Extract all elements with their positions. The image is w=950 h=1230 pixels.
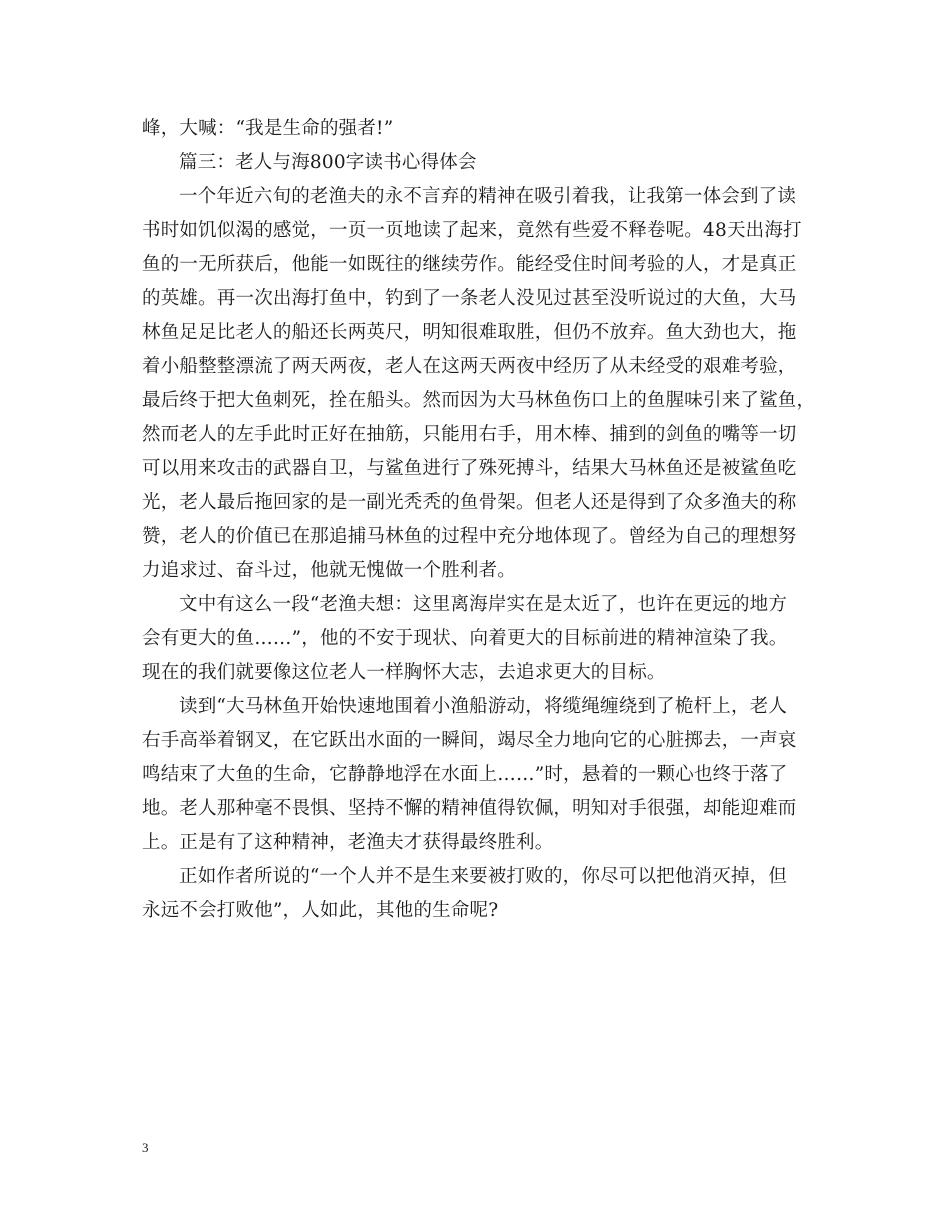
document-body bbox=[142, 112, 816, 928]
text-line: 着小船整整漂流了两天两夜，老人在这两天两夜中经历了从未经受的艰难考验， bbox=[142, 356, 797, 377]
text-line: 峰，大喊：“我是生命的强者!” bbox=[142, 118, 394, 139]
text-line: 地。老人那种毫不畏惧、坚持不懈的精神值得钦佩，明知对手很强，却能迎难而 bbox=[142, 798, 797, 819]
text-line: 赞，老人的价值已在那追捕马林鱼的过程中充分地体现了。曾经为自己的理想努 bbox=[142, 526, 797, 547]
text-line: 力追求过、奋斗过，他就无愧做一个胜利者。 bbox=[142, 560, 517, 581]
text-line: 读到“大马林鱼开始快速地围着小渔船游动，将缆绳缠绕到了桅杆上，老人 bbox=[179, 696, 788, 717]
text-line: 永远不会打败他”，人如此，其他的生命呢? bbox=[142, 900, 499, 921]
text-line: 文中有这么一段“老渔夫想：这里离海岸实在是太近了，也许在更远的地方 bbox=[179, 594, 788, 615]
text-line: 右手高举着钢叉，在它跃出水面的一瞬间，竭尽全力地向它的心脏掷去，一声哀 bbox=[142, 730, 797, 751]
text-line: 一个年近六旬的老渔夫的永不言弃的精神在吸引着我，让我第一体会到了读 bbox=[179, 186, 797, 207]
text-line: 会有更大的鱼……”，他的不安于现状、向着更大的目标前进的精神渲染了我。 bbox=[142, 628, 788, 649]
text-line: 鸣结束了大鱼的生命，它静静地浮在水面上……”时，悬着的一颗心也终于落了 bbox=[142, 764, 788, 785]
text-line: 林鱼足足比老人的船还长两英尺，明知很难取胜，但仍不放弃。鱼大劲也大，拖 bbox=[142, 322, 797, 343]
section-heading: 篇三：老人与海800字读书心得体会 bbox=[179, 152, 477, 173]
text-line: 然而老人的左手此时正好在抽筋，只能用右手，用木棒、捕到的剑鱼的嘴等一切 bbox=[142, 424, 797, 445]
text-line: 正如作者所说的“一个人并不是生来要被打败的，你尽可以把他消灭掉，但 bbox=[179, 866, 788, 887]
text-line: 光，老人最后拖回家的是一副光秃秃的鱼骨架。但老人还是得到了众多渔夫的称 bbox=[142, 492, 797, 513]
page-number: 3 bbox=[142, 1140, 149, 1155]
text-line: 鱼的一无所获后，他能一如既往的继续劳作。能经受住时间考验的人，才是真正 bbox=[142, 254, 797, 275]
text-line: 的英雄。再一次出海打鱼中，钓到了一条老人没见过甚至没听说过的大鱼，大马 bbox=[142, 288, 797, 309]
text-line: 上。正是有了这种精神，老渔夫才获得最终胜利。 bbox=[142, 832, 554, 853]
text-line: 可以用来攻击的武器自卫，与鲨鱼进行了殊死搏斗，结果大马林鱼还是被鲨鱼吃 bbox=[142, 458, 797, 479]
text-line: 现在的我们就要像这位老人一样胸怀大志，去追求更大的目标。 bbox=[142, 662, 666, 683]
text-line: 书时如饥似渴的感觉，一页一页地读了起来，竟然有些爱不释卷呢。48天出海打 bbox=[142, 220, 802, 241]
text-line: 最后终于把大鱼刺死，拴在船头。然而因为大马林鱼伤口上的鱼腥味引来了鲨鱼， bbox=[142, 390, 816, 411]
